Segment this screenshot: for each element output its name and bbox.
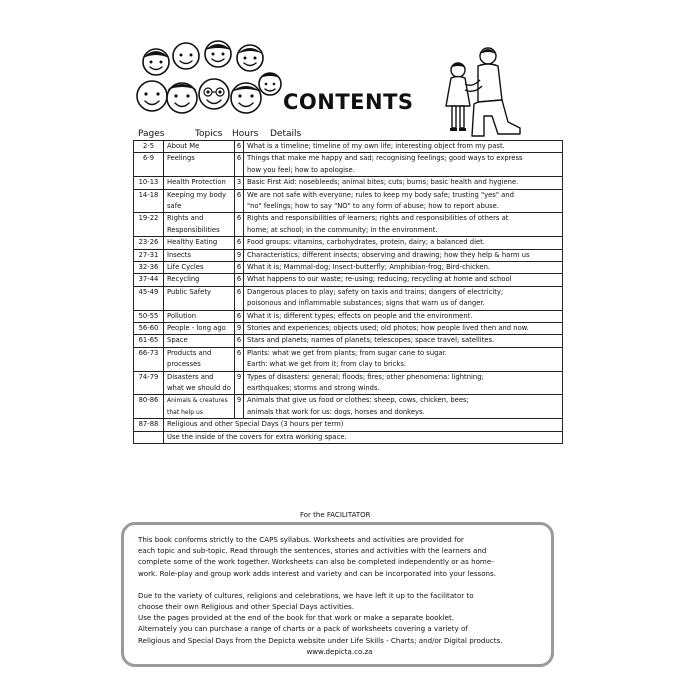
- topic-line: Pollution: [167, 311, 197, 320]
- hours-cell: 6: [235, 189, 244, 213]
- topic-line: that help us: [167, 408, 203, 416]
- topic-cell: [164, 177, 235, 189]
- topic-line: Responsibilities: [167, 225, 220, 234]
- page-range: 37-44: [134, 274, 164, 286]
- table-row: [134, 249, 563, 261]
- website-link[interactable]: www.depicta.co.za: [306, 646, 373, 656]
- table-row: [134, 237, 563, 249]
- topic-line: Insects: [167, 250, 191, 259]
- details-line: home; at school; in the community; in the environment.: [247, 225, 438, 234]
- topic-cell: [164, 153, 235, 177]
- hours-cell: 9: [235, 395, 244, 419]
- details-cell: [244, 261, 563, 273]
- table-row: [134, 189, 563, 213]
- hours-cell: 6: [235, 347, 244, 371]
- details-line: Things that make me happy and sad; recognising feelings; good ways to express: [247, 154, 523, 163]
- details-line: Dangerous places to play; safety on taxis and trains; dangers of electricity;: [247, 287, 504, 296]
- details-line: animals that work for us: dogs, horses and donkeys.: [247, 407, 425, 416]
- details-line: We are not safe with everyone; rules to keep my body safe; trusting "yes" and: [247, 190, 514, 199]
- details-cell: [244, 395, 563, 419]
- page-range: 80-86: [134, 395, 164, 419]
- topic-line: Health Protection: [167, 178, 226, 187]
- details-cell: [244, 213, 563, 237]
- topic-line: Recycling: [167, 275, 200, 284]
- facilitator-text-line: Use the pages provided at the end of the book for that work or make a separate booklet.: [138, 613, 455, 623]
- details-line: Stars and planets; names of planets; telescopes; space travel; satellites.: [247, 336, 495, 345]
- details-cell: [244, 322, 563, 334]
- details-cell: [244, 141, 563, 153]
- topic-line: About Me: [167, 142, 200, 150]
- page-title: CONTENTS: [283, 90, 414, 114]
- facilitator-label: For the FACILITATOR: [300, 511, 371, 519]
- hours-cell: 6: [235, 274, 244, 286]
- special-days-cell: Religious and other Special Days (3 hours per term): [164, 419, 563, 431]
- details-line: earthquakes; storms and strong winds.: [247, 383, 380, 392]
- topic-cell: [164, 213, 235, 237]
- details-line: Stories and experiences; objects used; old photos; how people lived then and now.: [247, 323, 529, 332]
- details-line: Plants: what we get from plants; from sugar cane to sugar.: [247, 348, 447, 357]
- details-line: Characteristics; different insects; observing and drawing; how they help & harm us: [247, 250, 530, 259]
- topic-cell: [164, 261, 235, 273]
- hours-cell: 6: [235, 335, 244, 347]
- hours-cell: 6: [235, 261, 244, 273]
- table-row: [134, 153, 563, 177]
- topic-line: Feelings: [167, 154, 195, 163]
- paragraph-gap: [138, 579, 541, 590]
- table-row: [134, 213, 563, 237]
- hours-cell: 6: [235, 237, 244, 249]
- page-range: 2-5: [134, 141, 164, 153]
- header-pages: Pages: [138, 129, 165, 139]
- hours-cell: 6: [235, 310, 244, 322]
- topic-line: Rights and: [167, 214, 204, 223]
- details-cell: [244, 237, 563, 249]
- page-range: 61-65: [134, 335, 164, 347]
- details-line: Earth: what we get from it; from clay to bricks.: [247, 360, 407, 369]
- empty-cell: [134, 431, 164, 443]
- topic-cell: [164, 189, 235, 213]
- details-cell: [244, 274, 563, 286]
- topic-line: what we should do: [167, 383, 231, 392]
- topic-line: Healthy Eating: [167, 238, 218, 247]
- facilitator-text-line: choose their own Religious and other Special Days activities.: [138, 602, 355, 612]
- details-line: Animals that give us food or clothes: sheep, cows, chicken, bees;: [247, 396, 469, 405]
- facilitator-text-line: each topic and sub-topic. Read through the sentences, stories and activities with the learners and: [138, 546, 487, 556]
- details-line: how you feel; how to apologise.: [247, 165, 355, 174]
- page-range: 87-88: [134, 419, 164, 431]
- topic-cell: [164, 347, 235, 371]
- header-topics: Topics: [195, 129, 223, 139]
- table-row: [134, 431, 563, 443]
- topic-cell: [164, 371, 235, 395]
- facilitator-text-line: complete some of the work together. Worksheets can also be completed independently or as home-: [138, 557, 494, 567]
- details-line: poisonous and inflammable substances; signs that warn us of danger.: [247, 299, 485, 308]
- topic-line: Products and: [167, 348, 212, 357]
- hours-cell: 9: [235, 249, 244, 261]
- details-cell: [244, 189, 563, 213]
- topic-line: Public Safety: [167, 287, 212, 296]
- details-cell: [244, 177, 563, 189]
- parent-and-child-illustration: [438, 44, 524, 140]
- table-row: [134, 261, 563, 273]
- details-line: What it is; different types; effects on people and the environment.: [247, 311, 473, 320]
- topic-cell: [164, 274, 235, 286]
- header-hours: Hours: [232, 129, 259, 139]
- topic-cell: [164, 286, 235, 310]
- table-row: [134, 395, 563, 419]
- contents-table: [133, 140, 563, 444]
- details-cell: [244, 286, 563, 310]
- details-cell: [244, 153, 563, 177]
- topic-line: safe: [167, 201, 182, 210]
- facilitator-text-line: Religious and Special Days from the Depicta website under Life Skills - Charts; and/or Digital products.: [138, 635, 503, 645]
- page-range: 27-31: [134, 249, 164, 261]
- details-cell: [244, 335, 563, 347]
- hours-cell: 9: [235, 322, 244, 334]
- table-row: [134, 286, 563, 310]
- topic-cell: [164, 322, 235, 334]
- details-line: What happens to our waste; re-using; reducing; recycling at home and school: [247, 275, 512, 284]
- topic-line: Disasters and: [167, 372, 214, 381]
- hours-cell: 6: [235, 213, 244, 237]
- page-range: 66-73: [134, 347, 164, 371]
- topic-cell: [164, 395, 235, 419]
- header-details: Details: [270, 129, 302, 139]
- table-row: [134, 141, 563, 153]
- page-range: 23-26: [134, 237, 164, 249]
- page-range: 50-55: [134, 310, 164, 322]
- children-faces-illustration: [134, 40, 284, 132]
- facilitator-text-line: Alternately you can purchase a range of charts or a pack of worksheets covering a variety of: [138, 624, 468, 634]
- hours-cell: 6: [235, 286, 244, 310]
- facilitator-text-line: Due to the variety of cultures, religions and celebrations, we have left it up to the facilitator to: [138, 590, 474, 600]
- table-row: [134, 335, 563, 347]
- topic-cell: [164, 249, 235, 261]
- page-range: 19-22: [134, 213, 164, 237]
- page-range: 6-9: [134, 153, 164, 177]
- topic-cell: [164, 335, 235, 347]
- topic-line: processes: [167, 360, 201, 369]
- table-row: [134, 274, 563, 286]
- topic-line: Keeping my body: [167, 190, 227, 199]
- table-row: [134, 322, 563, 334]
- table-row: [134, 371, 563, 395]
- details-line: What is a timeline; timeline of my own life; interesting object from my past.: [247, 142, 505, 150]
- hours-cell: 9: [235, 371, 244, 395]
- topic-line: Space: [167, 336, 188, 345]
- details-line: Food groups: vitamins, carbohydrates, protein, dairy; a balanced diet.: [247, 238, 485, 247]
- page-range: 74-79: [134, 371, 164, 395]
- topic-line: Animals & creatures: [167, 397, 228, 405]
- details-cell: [244, 371, 563, 395]
- table-row: [134, 419, 563, 431]
- page-range: 56-60: [134, 322, 164, 334]
- topic-cell: [164, 141, 235, 153]
- topic-line: Life Cycles: [167, 262, 204, 271]
- covers-note-cell: Use the inside of the covers for extra working space.: [164, 431, 563, 443]
- topic-line: People - long ago: [167, 323, 226, 332]
- facilitator-box: [121, 522, 554, 667]
- hours-cell: 6: [235, 141, 244, 153]
- table-row: [134, 310, 563, 322]
- page-range: 10-13: [134, 177, 164, 189]
- table-row: [134, 347, 563, 371]
- hours-cell: 3: [235, 177, 244, 189]
- facilitator-text-line: work. Role-play and group work adds interest and variety and can be incorporated into your lessons.: [138, 568, 496, 578]
- details-line: Types of disasters: general; floods; fires; other phenomena: lightning;: [247, 372, 484, 381]
- facilitator-text-line: This book conforms strictly to the CAPS syllabus. Worksheets and activities are provided for: [138, 535, 464, 544]
- hours-cell: 6: [235, 153, 244, 177]
- details-cell: [244, 249, 563, 261]
- details-cell: [244, 347, 563, 371]
- details-line: What it is; Mammal-dog; Insect-butterfly; Amphibian-frog; Bird-chicken.: [247, 262, 491, 271]
- details-line: "no" feelings; how to say "NO" to any form of abuse; how to report abuse.: [247, 201, 500, 210]
- page-range: 32-36: [134, 261, 164, 273]
- details-cell: [244, 310, 563, 322]
- topic-cell: [164, 237, 235, 249]
- details-line: Basic First Aid: nosebleeds; animal bites; cuts; burns; basic health and hygiene.: [247, 178, 519, 187]
- table-row: [134, 177, 563, 189]
- page-range: 45-49: [134, 286, 164, 310]
- details-line: Rights and responsibilities of learners; rights and responsibilities of others at: [247, 214, 509, 223]
- topic-cell: [164, 310, 235, 322]
- page-range: 14-18: [134, 189, 164, 213]
